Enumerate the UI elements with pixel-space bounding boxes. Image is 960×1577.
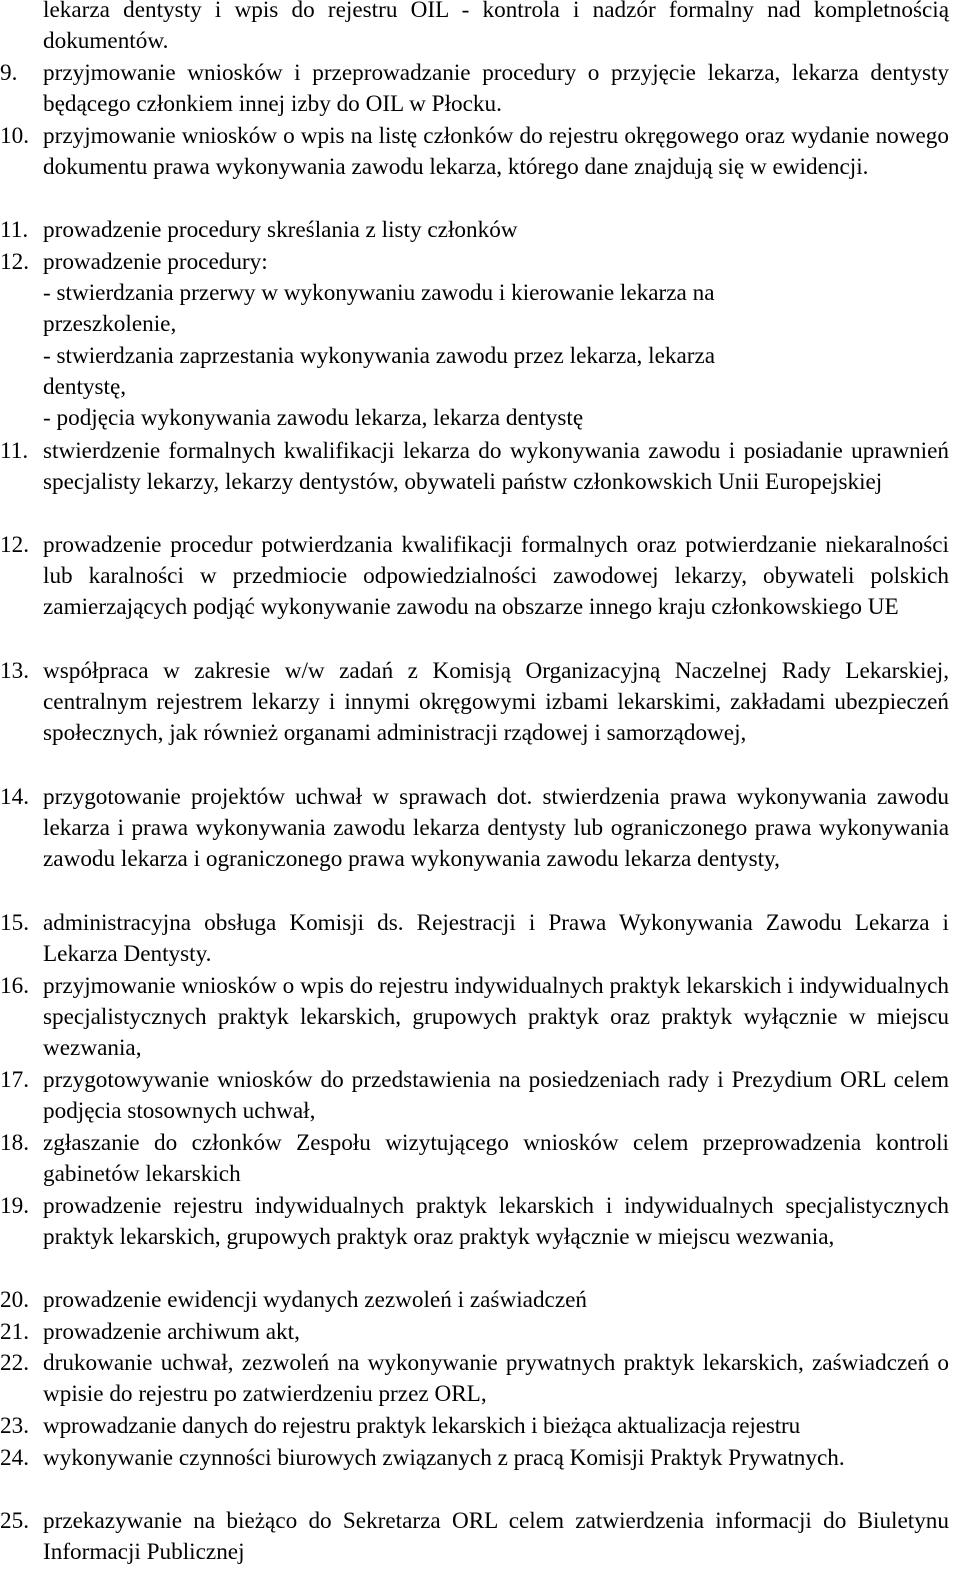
- list-item-text: przygotowanie projektów uchwał w sprawach dot. stwierdzenia prawa wykonywania zawodu lekarza i prawa wykonywania zawodu lekarza dentysty lub ograniczonego prawa wykonywania zawodu lekarza i ograniczonego prawa wykonywania zawodu lekarza dentysty,: [43, 784, 949, 873]
- list-item-text: stwierdzenie formalnych kwalifikacji lekarza do wykonywania zawodu i posiadanie uprawnień specjalisty lekarzy, lekarzy dentystów, obywateli państw członkowskich Unii Europejskiej: [43, 438, 949, 496]
- list-item-number: 15.: [0, 910, 29, 936]
- list-item-number: 19.: [0, 1193, 29, 1219]
- sub-item: - podjęcia wykonywania zawodu lekarza, lekarza dentystę: [43, 405, 584, 432]
- list-item-number: 16.: [0, 973, 29, 999]
- list-item-text: drukowanie uchwał, zezwoleń na wykonywanie prywatnych praktyk lekarskich, zaświadczeń o wpisie do rejestru po zatwierdzeniu przez ORL,: [43, 1350, 949, 1408]
- list-item-number: 21.: [0, 1319, 29, 1345]
- list-item-number: 23.: [0, 1413, 29, 1439]
- list-item-text: przekazywanie na bieżąco do Sekretarza ORL celem zatwierdzenia informacji do Biuletynu Informacji Publicznej: [43, 1508, 949, 1566]
- list-item-22: [0, 1348, 960, 1410]
- sub-item: - stwierdzania przerwy w wykonywaniu zawodu i kierowanie lekarza na przeszkolenie,: [43, 280, 715, 338]
- list-item-11b: [0, 436, 960, 498]
- list-item-text: przyjmowanie wniosków o wpis do rejestru indywidualnych praktyk lekarskich i indywidualnych specjalistycznych praktyk lekarskich, grupowych praktyk oraz praktyk wyłącznie w miejscu wezwania,: [43, 973, 949, 1062]
- list-item-19: [0, 1191, 960, 1253]
- list-item-text: [43, 247, 949, 434]
- list-item-number: 10.: [0, 123, 29, 149]
- list-item-text: współpraca w zakresie w/w zadań z Komisją Organizacyjną Naczelnej Rady Lekarskiej, centralnym rejestrem lekarzy i innymi okręgowymi izbami lekarskimi, zakładami ubezpieczeń społecznych, jak również organami administracji rządowej i samorządowej,: [43, 658, 949, 747]
- list-item-20: [0, 1285, 960, 1316]
- list-item-text: wykonywanie czynności biurowych związanych z pracą Komisji Praktyk Prywatnych.: [43, 1445, 845, 1471]
- list-item-number: 14.: [0, 784, 29, 810]
- list-item-text: przyjmowanie wniosków o wpis na listę członków do rejestru okręgowego oraz wydanie nowego dokumentu prawa wykonywania zawodu lekarza, którego dane znajdują się w ewidencji.: [43, 123, 949, 181]
- list-item-text: prowadzenie procedury skreślania z listy członków: [43, 217, 518, 243]
- list-item-number: 25.: [0, 1508, 29, 1534]
- list-item-text: prowadzenie archiwum akt,: [43, 1319, 300, 1345]
- list-item-15: [0, 908, 960, 970]
- list-item-text: lekarza dentysty i wpis do rejestru OIL - kontrola i nadzór formalny nad kompletnością dokumentów.: [43, 0, 949, 55]
- list-item-number: 17.: [0, 1067, 29, 1093]
- list-item-number: 22.: [0, 1350, 29, 1376]
- list-item-number: 18.: [0, 1130, 29, 1156]
- list-item-number: 12.: [0, 249, 29, 275]
- list-item-text: przygotowywanie wniosków do przedstawienia na posiedzeniach rady i Prezydium ORL celem podjęcia stosownych uchwał,: [43, 1067, 949, 1125]
- list-item-number: 13.: [0, 658, 29, 684]
- list-item-text: prowadzenie procedur potwierdzania kwalifikacji formalnych oraz potwierdzanie niekaralności lub karalności w przedmiocie odpowiedzialności zawodowej lekarzy, obywateli polskich zamierzających podjąć wykonywanie zawodu na obszarze innego kraju członkowskiego UE: [43, 532, 949, 621]
- list-item-number: 24.: [0, 1445, 29, 1471]
- list-item-text: wprowadzanie danych do rejestru praktyk lekarskich i bieżąca aktualizacja rejestru: [43, 1413, 801, 1439]
- list-item-10: [0, 121, 960, 183]
- list-item-12b: [0, 530, 960, 624]
- list-item-17: [0, 1065, 960, 1127]
- list-item-lead: prowadzenie procedury:: [43, 249, 268, 275]
- list-item-text: zgłaszanie do członków Zespołu wizytującego wniosków celem przeprowadzenia kontroli gabinetów lekarskich: [43, 1130, 949, 1188]
- list-item-24: [0, 1443, 960, 1474]
- list-item-21: [0, 1317, 960, 1348]
- list-item-11: [0, 215, 960, 246]
- list-item-14: [0, 782, 960, 876]
- list-item-number: 11.: [0, 438, 29, 464]
- list-item-13: [0, 656, 960, 750]
- list-item-number: 12.: [0, 532, 29, 558]
- list-item-16: [0, 971, 960, 1065]
- list-item-continued: [0, 0, 960, 57]
- list-item-number: 11.: [0, 217, 29, 243]
- list-item-23: [0, 1411, 960, 1442]
- list-item-9: [0, 58, 960, 120]
- list-item-number: 9.: [0, 60, 18, 86]
- list-item-25: [0, 1506, 960, 1568]
- list-item-number: 20.: [0, 1287, 29, 1313]
- list-item-text: prowadzenie ewidencji wydanych zezwoleń i zaświadczeń: [43, 1287, 588, 1313]
- list-item-text: administracyjna obsługa Komisji ds. Rejestracji i Prawa Wykonywania Zawodu Lekarza i Lekarza Dentysty.: [43, 910, 949, 968]
- sub-item: - stwierdzania zaprzestania wykonywania zawodu przez lekarza, lekarza dentystę,: [43, 342, 716, 400]
- list-item-18: [0, 1128, 960, 1190]
- list-item-text: prowadzenie rejestru indywidualnych praktyk lekarskich i indywidualnych specjalistycznych praktyk lekarskich, grupowych praktyk oraz praktyk wyłącznie w miejscu wezwania,: [43, 1193, 949, 1251]
- list-item-12: [0, 247, 960, 434]
- list-item-text: przyjmowanie wniosków i przeprowadzanie procedury o przyjęcie lekarza, lekarza dentysty będącego członkiem innej izby do OIL w Płocku.: [43, 60, 949, 118]
